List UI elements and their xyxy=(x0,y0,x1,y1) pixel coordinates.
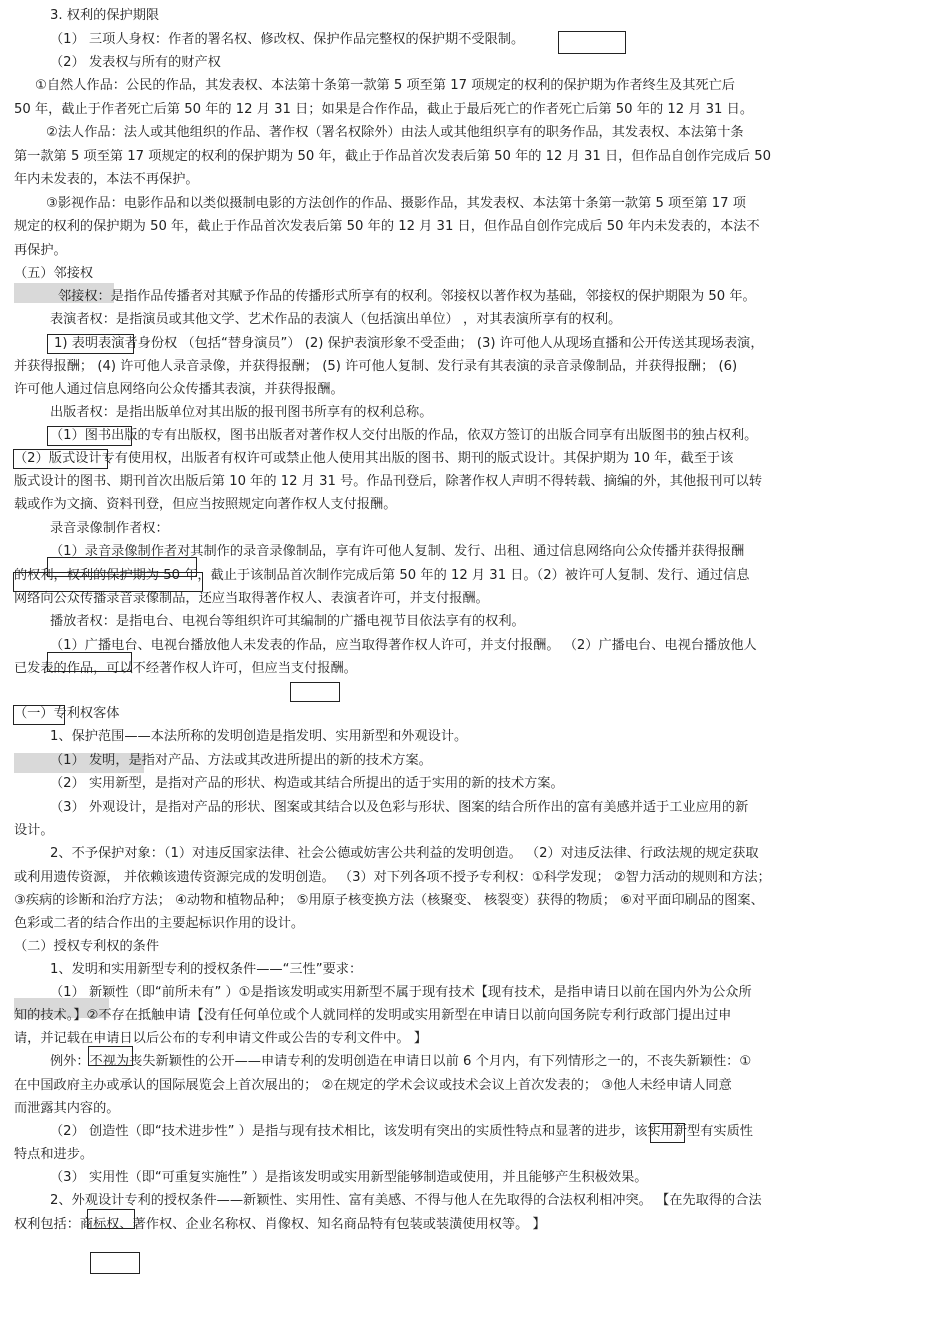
text-line: 出版者权：是指出版单位对其出版的报刊图书所享有的权利总称。 xyxy=(50,405,433,420)
text-line: （2） 实用新型，是指对产品的形状、构造或其结合所提出的适于实用的新的技术方案。 xyxy=(50,776,564,791)
text-line: ③影视作品：电影作品和以类似摄制电影的方法创作的作品、摄影作品，其发表权、本法第十条第一款第 5 项至第 17 项 xyxy=(46,196,746,211)
text-line: 许可他人通过信息网络向公众传播其表演，并获得报酬。 xyxy=(14,382,344,397)
outline-box xyxy=(47,426,132,446)
text-line: 网络向公众传播录音录像制品，还应当取得著作权人、表演者许可，并支付报酬。 xyxy=(14,591,489,606)
text-line: 设计。 xyxy=(14,823,54,838)
text-line: 年内未发表的，本法不再保护。 xyxy=(14,172,199,187)
text-line: 请，并记载在申请日以后公布的专利申请文件或公告的专利文件中。 】 xyxy=(14,1031,428,1046)
text-line: （1）广播电台、电视台播放他人未发表的作品，应当取得著作权人许可，并支付报酬。 （2）广播电台、电视台播放他人 xyxy=(50,638,757,653)
text-line: 2、不予保护对象：（1）对违反国家法律、社会公德或妨害公共利益的发明创造。 （2）对违反法律、行政法规的规定获取 xyxy=(50,846,759,861)
text-line: 版式设计的图书、期刊首次出版后第 10 年的 12 月 31 号。作品刊登后，除著作权人声明不得转载、摘编的外，其他报刊可以转 xyxy=(14,474,763,489)
text-line: （3） 外观设计，是指对产品的形状、图案或其结合以及色彩与形状、图案的结合所作出的富有美感并适于工业应用的新 xyxy=(50,800,749,815)
outline-box xyxy=(13,572,203,592)
text-line: 1、发明和实用新型专利的授权条件——“三性”要求： xyxy=(50,962,363,977)
text-line: （1） 三项人身权：作者的署名权、修改权、保护作品完整权的保护期不受限制。 xyxy=(50,32,525,47)
text-line: 已发表的作品，可以不经著作权人许可，但应当支付报酬。 xyxy=(14,661,357,676)
text-line: ③疾病的诊断和治疗方法； ④动物和植物品种； ⑤用原子核变换方法（核聚变、 核裂变）获得的物质； ⑥对平面印刷品的图案、 xyxy=(14,893,764,908)
text-line: 权利包括：商标权、著作权、企业名称权、肖像权、知名商品特有包装或装潢使用权等。 】 xyxy=(14,1217,546,1232)
text-line: （1）录音录像制作者对其制作的录音录像制品，享有许可他人复制、发行、出租、通过信息网络向公众传播并获得报酬 xyxy=(50,544,745,559)
text-line: 知的技术。】②不存在抵触申请【没有任何单位或个人就同样的发明或实用新型在申请日以前向国务院专利行政部门提出过申 xyxy=(14,1008,732,1023)
text-line: 1、保护范围——本法所称的发明创造是指发明、实用新型和外观设计。 xyxy=(50,729,468,744)
text-line: 例外：不视为丧失新颖性的公开——申请专利的发明创造在申请日以前 6 个月内，有下列情形之一的，不丧失新颖性：① xyxy=(50,1054,752,1069)
text-line: 再保护。 xyxy=(14,243,67,258)
outline-box xyxy=(13,449,108,469)
text-line: 邻接权：是指作品传播者对其赋予作品的传播形式所享有的权利。邻接权以著作权为基础，邻接权的保护期限为 50 年。 xyxy=(58,289,756,304)
text-line: （2）版式设计专有使用权，出版者有权许可或禁止他人使用其出版的图书、期刊的版式设计。其保护期为 10 年，截至于该 xyxy=(14,451,734,466)
text-line: 规定的权利的保护期为 50 年，截止于作品首次发表后第 50 年的 12 月 31 日，但作品自创作完成后 50 年内未发表的，本法不 xyxy=(14,219,760,234)
text-line: 色彩或二者的结合作出的主要起标识作用的设计。 xyxy=(14,916,305,931)
text-line: 2、外观设计专利的授权条件——新颖性、实用性、富有美感、不得与他人在先取得的合法权利相冲突。 【在先取得的合法 xyxy=(50,1193,762,1208)
text-line: （3） 实用性（即“可重复实施性” ）是指该发明或实用新型能够制造或使用，并且能够产生积极效果。 xyxy=(50,1170,648,1185)
text-line: 第一款第 5 项至第 17 项规定的权利的保护期为 50 年，截止于作品首次发表后第 50 年的 12 月 31 日，但作品自创作完成后 50 xyxy=(14,149,772,164)
text-line: 50 年，截止于作者死亡后第 50 年的 12 月 31 日；如果是合作作品，截止于最后死亡的作者死亡后第 50 年的 12 月 31 日。 xyxy=(14,102,754,117)
section-heading-neighboring-rights: （五）邻接权 xyxy=(14,266,94,281)
text-line: 或利用遗传资源， 并依赖该遗传资源完成的发明创造。 （3）对下列各项不授予专利权：①科学发现； ②智力活动的规则和方法； xyxy=(14,870,771,885)
text-line: （2） 创造性（即“技术进步性” ）是指与现有技术相比，该发明有突出的实质性特点和显著的进步，该实用新型有实质性 xyxy=(50,1124,753,1139)
section-heading-protection-period: 3. 权利的保护期限 xyxy=(50,8,160,23)
text-line: （1） 新颖性（即“前所未有” ）①是指该发明或实用新型不属于现有技术【现有技术，是指申请日以前在国内外为公众所 xyxy=(50,985,752,1000)
text-line: 并获得报酬； (4) 许可他人录音录像，并获得报酬； (5) 许可他人复制、发行录有其表演的录音录像制品，并获得报酬； (6) xyxy=(14,359,738,374)
text-line: （1）图书出版的专有出版权，图书出版者对著作权人交付出版的作品，依双方签订的出版合同享有出版图书的独占权利。 xyxy=(50,428,758,443)
outline-box xyxy=(290,682,340,702)
section-heading-grant-conditions: （二）授权专利权的条件 xyxy=(14,939,160,954)
text-line: （2） 发表权与所有的财产权 xyxy=(50,55,221,70)
text-line: ②法人作品：法人或其他组织的作品、著作权（署名权除外）由法人或其他组织享有的职务作品，其发表权、本法第十条 xyxy=(46,125,744,140)
outline-box xyxy=(87,1209,135,1229)
text-line: 而泄露其内容的。 xyxy=(14,1101,120,1116)
outline-box xyxy=(13,705,65,725)
outline-box xyxy=(650,1123,685,1143)
section-heading-patent-object: （一）专利权客体 xyxy=(14,706,120,721)
text-line: ①自然人作品：公民的作品，其发表权、本法第十条第一款第 5 项至第 17 项规定的权利的保护期为作者终生及其死亡后 xyxy=(35,78,735,93)
text-line: 特点和进步。 xyxy=(14,1147,94,1162)
text-line: 表演者权：是指演员或其他文学、艺术作品的表演人（包括演出单位） ，对其表演所享有的权利。 xyxy=(50,312,622,327)
text-line: 的权利，权利的保护期为 50 年，截止于该制品首次制作完成后第 50 年的 12 月 31 日。（2）被许可人复制、发行、通过信息 xyxy=(14,568,750,583)
text-line: 1) 表明表演者身份权 （包括“替身演员”） (2) 保护表演形象不受歪曲； (3) 许可他人从现场直播和公开传送其现场表演， xyxy=(54,336,764,351)
outline-box xyxy=(47,652,132,672)
text-line: 载或作为文摘、资料刊登，但应当按照规定向著作权人支付报酬。 xyxy=(14,497,397,512)
outline-box xyxy=(558,31,626,54)
text-line: （1） 发明，是指对产品、方法或其改进所提出的新的技术方案。 xyxy=(50,753,432,768)
text-line: 录音录像制作者权： xyxy=(50,521,169,536)
text-line: 播放者权：是指电台、电视台等组织许可其编制的广播电视节目依法享有的权利。 xyxy=(50,614,525,629)
outline-box xyxy=(88,1046,133,1066)
outline-box xyxy=(90,1252,140,1274)
outline-box xyxy=(47,334,134,354)
text-line: 在中国政府主办或承认的国际展览会上首次展出的； ②在规定的学术会议或技术会议上首次发表的； ③他人未经申请人同意 xyxy=(14,1078,732,1093)
